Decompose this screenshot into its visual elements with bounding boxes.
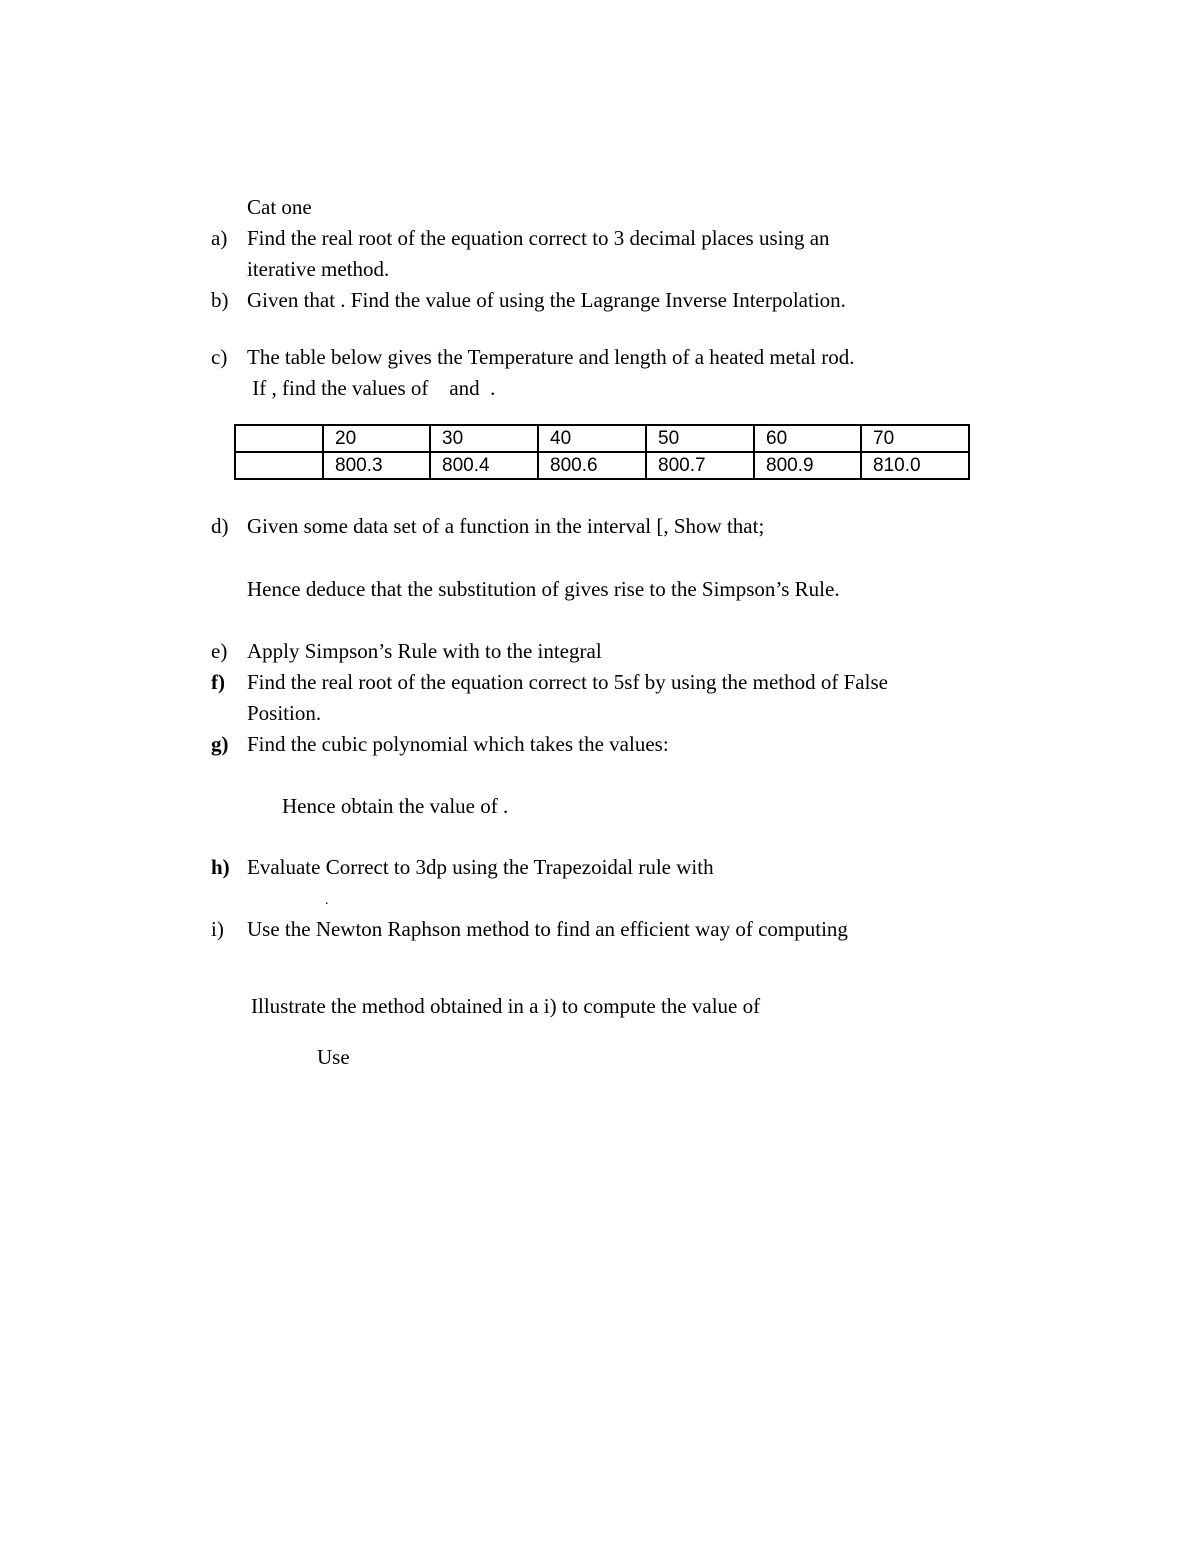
table-cell: 70 bbox=[861, 425, 969, 452]
table-cell: 810.0 bbox=[861, 452, 969, 479]
question-a-marker: a) bbox=[211, 226, 228, 250]
question-g-marker: g) bbox=[211, 732, 229, 756]
question-e-marker: e) bbox=[211, 639, 228, 663]
question-h-marker: h) bbox=[211, 855, 230, 879]
question-b-marker: b) bbox=[211, 288, 229, 312]
table-cell: 40 bbox=[538, 425, 646, 452]
question-i-marker: i) bbox=[211, 917, 224, 941]
question-i-line-1: Use the Newton Raphson method to find an efficient way of computing bbox=[247, 917, 848, 941]
table-cell: 30 bbox=[430, 425, 538, 452]
table-row bbox=[235, 452, 969, 479]
question-c-line-1: The table below gives the Temperature and length of a heated metal rod. bbox=[247, 345, 855, 369]
table-cell bbox=[235, 452, 323, 479]
question-a-line-1: Find the real root of the equation correct to 3 decimal places using an bbox=[247, 226, 830, 250]
question-c-marker: c) bbox=[211, 345, 228, 369]
question-i-line-2: Illustrate the method obtained in a i) to compute the value of bbox=[251, 994, 761, 1018]
table-cell: 800.6 bbox=[538, 452, 646, 479]
table-cell: 50 bbox=[646, 425, 754, 452]
table-cell: 800.3 bbox=[323, 452, 430, 479]
question-f-line-2: Position. bbox=[247, 701, 322, 725]
question-f-line-1: Find the real root of the equation correct to 5sf by using the method of False bbox=[247, 670, 888, 694]
question-b-line-1: Given that . Find the value of using the Lagrange Inverse Interpolation. bbox=[247, 288, 846, 312]
question-h-line-1: Evaluate Correct to 3dp using the Trapezoidal rule with bbox=[247, 855, 714, 879]
question-g-line-2: Hence obtain the value of . bbox=[282, 794, 509, 818]
question-d-marker: d) bbox=[211, 514, 229, 538]
table-cell: 20 bbox=[323, 425, 430, 452]
question-a-line-2: iterative method. bbox=[247, 257, 390, 281]
question-c-line-2: If , find the values of and . bbox=[247, 376, 496, 400]
table-cell: 60 bbox=[754, 425, 861, 452]
question-h-line-2: . bbox=[325, 893, 329, 908]
table-cell: 800.4 bbox=[430, 452, 538, 479]
question-d-line-2: Hence deduce that the substitution of gives rise to the Simpson’s Rule. bbox=[247, 577, 840, 601]
table-cell bbox=[235, 425, 323, 452]
question-e-line-1: Apply Simpson’s Rule with to the integral bbox=[247, 639, 602, 663]
temperature-length-table bbox=[234, 424, 970, 480]
document-heading: Cat one bbox=[247, 195, 312, 219]
question-i-line-3: Use bbox=[317, 1045, 350, 1069]
table-cell: 800.9 bbox=[754, 452, 861, 479]
question-f-marker: f) bbox=[211, 670, 225, 694]
table-cell: 800.7 bbox=[646, 452, 754, 479]
question-g-line-1: Find the cubic polynomial which takes the values: bbox=[247, 732, 669, 756]
table-row bbox=[235, 425, 969, 452]
question-d-line-1: Given some data set of a function in the interval [, Show that; bbox=[247, 514, 765, 538]
